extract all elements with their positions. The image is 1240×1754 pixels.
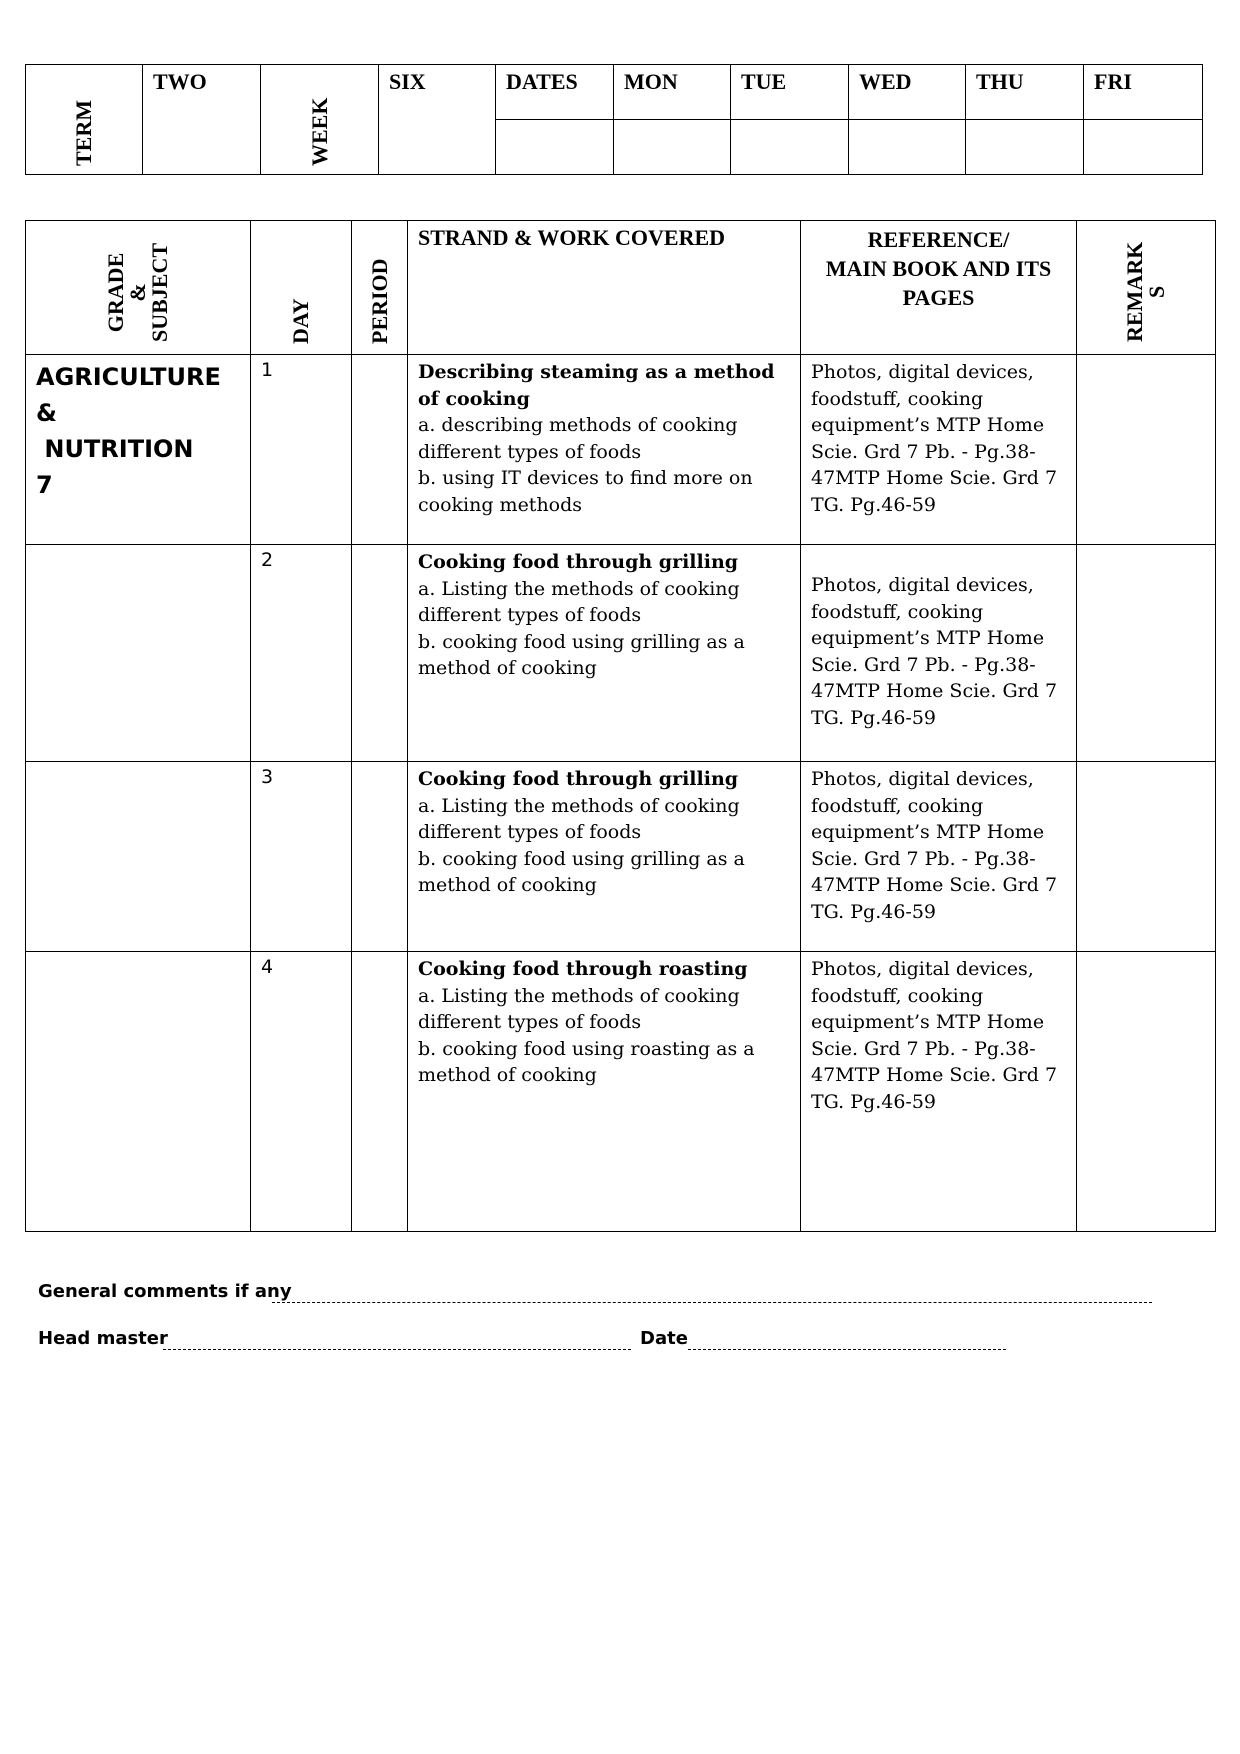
day-number: 4 — [251, 952, 352, 1232]
remarks-cell — [1077, 355, 1216, 545]
reference-cell: Photos, digital devices, foodstuff, cooking equipment’s MTP Home Scie. Grd 7 Pb. - Pg.38-47MTP Home Scie. Grd 7 TG. Pg.46-59 — [801, 762, 1077, 952]
subject-cell: AGRICULTURE & NUTRITION 7 — [26, 355, 251, 545]
remarks-cell — [1077, 952, 1216, 1232]
date-cell-mon — [614, 120, 731, 175]
remarks-cell — [1077, 762, 1216, 952]
strand-line-b: b. cooking food using grilling as a method of cooking — [418, 630, 745, 680]
subject-cell — [26, 952, 251, 1232]
table-header-row — [26, 221, 1216, 355]
day-number: 1 — [251, 355, 352, 545]
date-cell-thu — [966, 120, 1084, 175]
date-cell-wed — [849, 120, 966, 175]
strand-line-b: b. cooking food using roasting as a method of cooking — [418, 1037, 755, 1087]
day-mon: MON — [614, 65, 731, 120]
general-comments-line[interactable] — [272, 1302, 1152, 1303]
date-cell-fri — [1084, 120, 1203, 175]
table-row — [26, 355, 1216, 545]
week-value: SIX — [379, 65, 496, 175]
date-cell-dates — [496, 120, 614, 175]
dates-label: DATES — [496, 65, 614, 120]
day-number: 3 — [251, 762, 352, 952]
strand-line-a: a. Listing the methods of cooking different types of foods — [418, 984, 740, 1034]
strand-line-b: b. cooking food using grilling as a method of cooking — [418, 847, 745, 897]
reference-cell: Photos, digital devices, foodstuff, cooking equipment’s MTP Home Scie. Grd 7 Pb. - Pg.38-47MTP Home Scie. Grd 7 TG. Pg.46-59 — [801, 545, 1077, 762]
period-cell — [352, 952, 408, 1232]
head-master-signature-line[interactable] — [163, 1349, 631, 1350]
period-cell — [352, 545, 408, 762]
strand-line-a: a. Listing the methods of cooking different types of foods — [418, 794, 740, 844]
reference-header: REFERENCE/ MAIN BOOK AND ITS PAGES — [801, 221, 1077, 355]
strand-line-b: b. using IT devices to find more on cooking methods — [418, 467, 753, 516]
grade-header-line1: GRADE — [103, 252, 128, 333]
remarks-cell — [1077, 545, 1216, 762]
week-label-cell — [261, 65, 379, 175]
head-master-label: Head master — [38, 1328, 168, 1349]
subject-cell — [26, 545, 251, 762]
reference-cell: Photos, digital devices, foodstuff, cooking equipment’s MTP Home Scie. Grd 7 Pb. - Pg.38-47MTP Home Scie. Grd 7 TG. Pg.46-59 — [801, 952, 1077, 1232]
strand-line-a: a. describing methods of cooking different types of foods — [418, 414, 738, 463]
strand-cell — [408, 355, 801, 545]
strand-cell — [408, 952, 801, 1232]
remarks-header: REMARK S — [1077, 221, 1216, 355]
day-tue: TUE — [731, 65, 849, 120]
day-number: 2 — [251, 545, 352, 762]
day-thu: THU — [966, 65, 1084, 120]
term-week-table — [25, 64, 1203, 175]
table-row — [26, 545, 1216, 762]
day-fri: FRI — [1084, 65, 1203, 120]
strand-title: Cooking food through grilling — [418, 768, 739, 790]
strand-title: Cooking food through roasting — [418, 958, 748, 980]
term-label: TERM — [71, 100, 96, 166]
grade-subject-header — [26, 221, 251, 355]
period-header: PERIOD — [352, 221, 408, 355]
table-row — [26, 762, 1216, 952]
strand-title: Describing steaming as a method of cooking — [418, 361, 775, 410]
week-label: WEEK — [306, 97, 332, 166]
period-cell — [352, 762, 408, 952]
lesson-plan-table — [25, 220, 1216, 1232]
term-value: TWO — [143, 65, 261, 175]
table-row — [26, 952, 1216, 1232]
day-wed: WED — [849, 65, 966, 120]
strand-line-a: a. Listing the methods of cooking different types of foods — [418, 577, 740, 627]
grade-header-line2: & — [125, 283, 150, 302]
date-label: Date — [640, 1328, 688, 1349]
grade-header-line3: SUBJECT — [147, 242, 172, 342]
date-line[interactable] — [688, 1349, 1006, 1350]
day-header: DAY — [251, 221, 352, 355]
strand-cell — [408, 545, 801, 762]
strand-cell — [408, 762, 801, 952]
strand-title: Cooking food through grilling — [418, 551, 739, 573]
subject-cell — [26, 762, 251, 952]
general-comments-label: General comments if any — [38, 1281, 292, 1302]
strand-header: STRAND & WORK COVERED — [408, 221, 801, 355]
date-cell-tue — [731, 120, 849, 175]
reference-cell: Photos, digital devices, foodstuff, cooking equipment’s MTP Home Scie. Grd 7 Pb. - Pg.38-47MTP Home Scie. Grd 7 TG. Pg.46-59 — [801, 355, 1077, 545]
term-label-cell — [26, 65, 143, 175]
period-cell — [352, 355, 408, 545]
